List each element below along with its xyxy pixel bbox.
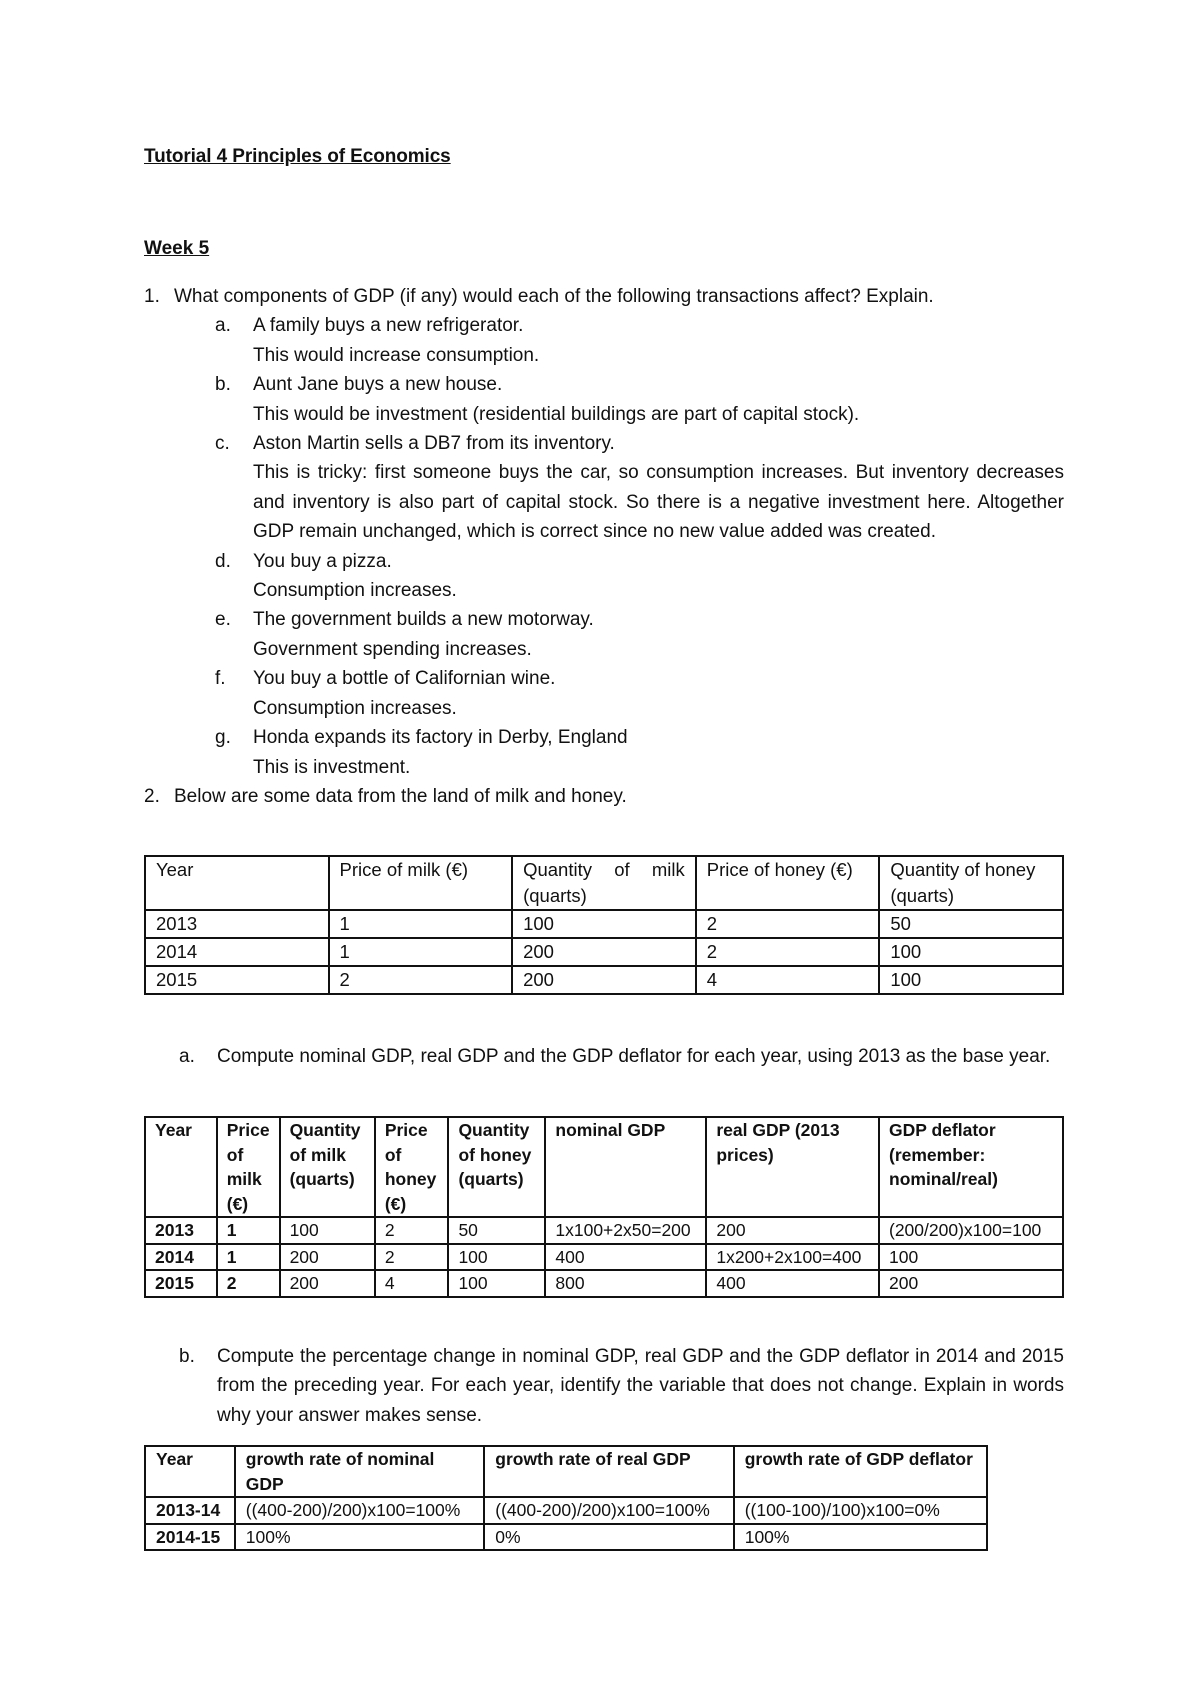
table-row: [145, 1524, 987, 1551]
table-cell: 2: [375, 1244, 449, 1271]
question-2-part-a: [144, 1042, 1064, 1071]
table-row: [145, 910, 1063, 938]
table-cell: 1: [329, 910, 513, 938]
table-cell: 1: [329, 938, 513, 966]
table-cell: ((100-100)/100)x100=0%: [734, 1497, 987, 1524]
table-cell: 2014-15: [145, 1524, 235, 1551]
item-letter: a.: [215, 315, 231, 337]
item-letter: c.: [215, 433, 230, 455]
data-table: [144, 855, 1064, 995]
table-cell: 1: [217, 1217, 280, 1244]
question-number: 2.: [144, 785, 160, 807]
table-row: [145, 1497, 987, 1524]
list-item: [144, 664, 1064, 723]
list-item: [144, 723, 1064, 782]
item-letter: b.: [215, 374, 231, 396]
table-cell: 2013: [145, 910, 329, 938]
table-cell: (200/200)x100=100: [879, 1217, 1063, 1244]
table-cell: 2014: [145, 1244, 217, 1271]
week-heading: Week 5: [144, 238, 210, 259]
table-cell: 200: [280, 1244, 375, 1271]
item-answer: Consumption increases.: [253, 697, 457, 719]
table-cell: 4: [696, 966, 880, 994]
table-cell: 100: [879, 938, 1063, 966]
table-header-cell: growth rate of real GDP: [484, 1446, 733, 1497]
part-letter: a.: [179, 1046, 195, 1067]
question-1: [144, 282, 1064, 811]
question-text: Below are some data from the land of milk and honey.: [174, 785, 627, 807]
table-cell: 2: [375, 1217, 449, 1244]
table-row: [145, 1270, 1063, 1297]
table-cell: 1: [217, 1244, 280, 1271]
item-answer: This would increase consumption.: [253, 344, 540, 366]
item-text: The government builds a new motorway.: [253, 609, 594, 631]
item-letter: f.: [215, 668, 226, 690]
item-letter: e.: [215, 609, 231, 631]
list-item: [144, 311, 1064, 370]
gdp-table: [144, 1116, 1064, 1298]
table-cell: 400: [706, 1270, 879, 1297]
table-header-cell: Price of honey (€): [696, 856, 880, 910]
table-cell: 2: [696, 910, 880, 938]
question-1-prompt: [144, 282, 1064, 311]
list-item: [144, 429, 1064, 547]
question-text: What components of GDP (if any) would each of the following transactions affect? Explain.: [174, 286, 934, 307]
table-header-row: [145, 856, 1063, 910]
item-text: You buy a bottle of Californian wine.: [253, 668, 556, 690]
table-cell: 2013: [145, 1217, 217, 1244]
list-item: [144, 605, 1064, 664]
table-header-cell: Price of milk (€): [217, 1117, 280, 1217]
table-cell: 100: [448, 1270, 545, 1297]
table-row: [145, 938, 1063, 966]
table-cell: 200: [280, 1270, 375, 1297]
item-answer: Government spending increases.: [253, 638, 532, 660]
table-header-cell: Price of honey (€): [375, 1117, 449, 1217]
table-cell: 50: [879, 910, 1063, 938]
item-letter: g.: [215, 727, 231, 749]
list-item: [144, 547, 1064, 606]
table-header-cell: Quantity of honey (quarts): [879, 856, 1063, 910]
table-header-row: [145, 1117, 1063, 1217]
table-cell: 2015: [145, 966, 329, 994]
part-text: Compute nominal GDP, real GDP and the GDP deflator for each year, using 2013 as the base year.: [217, 1046, 1051, 1067]
table-header-cell: growth rate of nominal GDP: [235, 1446, 484, 1497]
table-row: [145, 1217, 1063, 1244]
table-cell: 200: [512, 938, 696, 966]
document-title: Tutorial 4 Principles of Economics: [144, 146, 451, 167]
table-cell: 200: [879, 1270, 1063, 1297]
table-header-cell: Quantity of honey (quarts): [448, 1117, 545, 1217]
question-2-prompt: [144, 782, 1064, 811]
table-cell: 2014: [145, 938, 329, 966]
question-2-part-b: [144, 1342, 1064, 1430]
table-header-cell: Year: [145, 1117, 217, 1217]
table-cell: 200: [706, 1217, 879, 1244]
item-answer: This is investment.: [253, 756, 411, 778]
part-letter: b.: [179, 1346, 195, 1367]
table-cell: 100: [879, 1244, 1063, 1271]
item-answer: This is tricky: first someone buys the car, so consumption increases. But inventory decreases and inventory is also part of capital stock. So there is a negative investment here. Altogether GDP remain unchanged, which is correct since no new value added was created.: [253, 462, 1064, 543]
table-header-cell: GDP deflator (remember: nominal/real): [879, 1117, 1063, 1217]
table-cell: 2015: [145, 1270, 217, 1297]
table-header-cell: Quantity of milk (quarts): [512, 856, 696, 910]
table-header-row: [145, 1446, 987, 1497]
table-cell: 100%: [734, 1524, 987, 1551]
table-header-cell: Quantity of milk (quarts): [280, 1117, 375, 1217]
table-cell: ((400-200)/200)x100=100%: [484, 1497, 733, 1524]
item-answer: This would be investment (residential buildings are part of capital stock).: [253, 403, 860, 425]
table-cell: 4: [375, 1270, 449, 1297]
table-header-cell: nominal GDP: [545, 1117, 706, 1217]
item-text: Honda expands its factory in Derby, England: [253, 727, 628, 749]
table-header-cell: Year: [145, 856, 329, 910]
table-cell: ((400-200)/200)x100=100%: [235, 1497, 484, 1524]
table-cell: 100: [879, 966, 1063, 994]
item-letter: d.: [215, 550, 231, 572]
growth-rate-table: [144, 1445, 988, 1551]
item-text: Aston Martin sells a DB7 from its inventory.: [253, 433, 615, 455]
table-cell: 2013-14: [145, 1497, 235, 1524]
table-cell: 1x200+2x100=400: [706, 1244, 879, 1271]
table-cell: 100%: [235, 1524, 484, 1551]
table-header-cell: Price of milk (€): [329, 856, 513, 910]
table-header-cell: real GDP (2013 prices): [706, 1117, 879, 1217]
item-text: A family buys a new refrigerator.: [253, 315, 524, 337]
table-row: [145, 1244, 1063, 1271]
list-item: [144, 370, 1064, 429]
table-cell: 50: [448, 1217, 545, 1244]
table-cell: 800: [545, 1270, 706, 1297]
table-header-cell: Year: [145, 1446, 235, 1497]
item-text: Aunt Jane buys a new house.: [253, 374, 503, 396]
part-text: Compute the percentage change in nominal GDP, real GDP and the GDP deflator in 2014 and 2015 from the preceding year. For each year, identify the variable that does not change. Explain in words why your answer makes sense.: [217, 1346, 1064, 1426]
table-cell: 200: [512, 966, 696, 994]
table-cell: 0%: [484, 1524, 733, 1551]
question-number: 1.: [144, 286, 160, 307]
table-cell: 1x100+2x50=200: [545, 1217, 706, 1244]
table-cell: 2: [329, 966, 513, 994]
table-cell: 100: [280, 1217, 375, 1244]
table-cell: 2: [217, 1270, 280, 1297]
table-cell: 100: [512, 910, 696, 938]
table-header-cell: growth rate of GDP deflator: [734, 1446, 987, 1497]
table-cell: 400: [545, 1244, 706, 1271]
table-cell: 100: [448, 1244, 545, 1271]
item-answer: Consumption increases.: [253, 580, 457, 602]
table-cell: 2: [696, 938, 880, 966]
item-text: You buy a pizza.: [253, 550, 392, 572]
table-row: [145, 966, 1063, 994]
